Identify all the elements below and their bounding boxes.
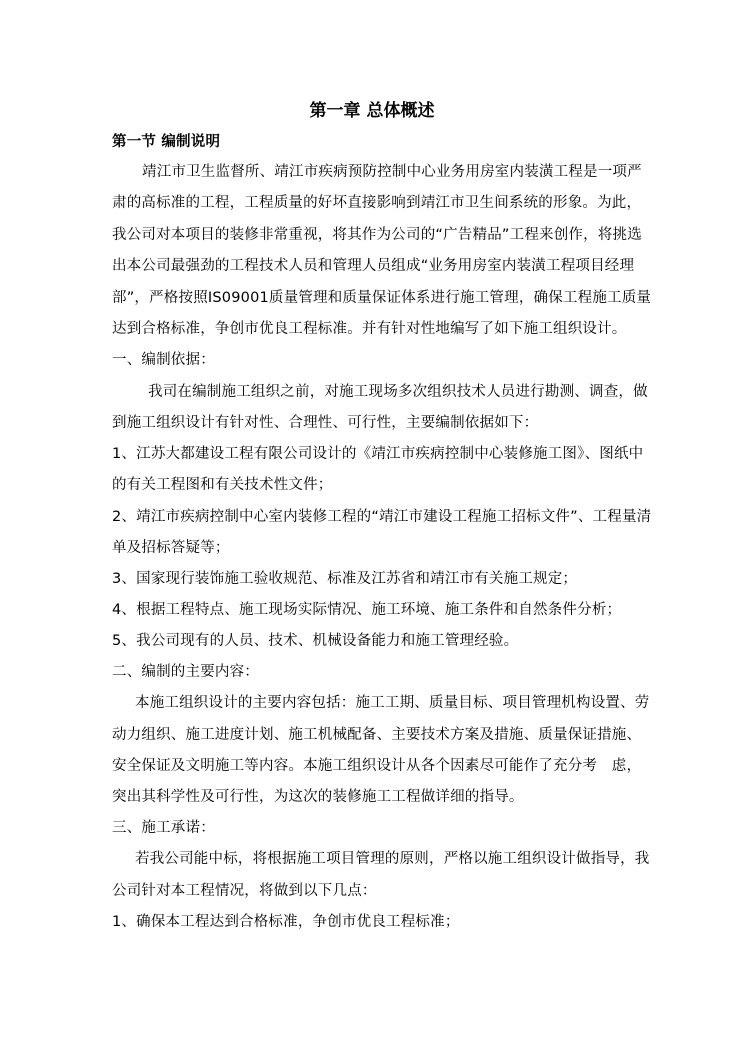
- heading-basis: 一、编制依据：: [112, 352, 215, 368]
- basis-item-line-1: 1、江苏大都建设工程有限公司设计的《靖江市疾病控制中心装修施工图》、图纸中: [112, 446, 644, 462]
- content-para-line-3: 安全保证及文明施工等内容。本施工组织设计从各个因素尽可能作了充分考 虑，: [112, 758, 642, 774]
- intro-line-1: 靖江市卫生监督所、靖江市疾病预防控制中心业务用房室内装潢工程是一项严: [142, 164, 642, 180]
- intro-line-4: 出本公司最强劲的工程技术人员和管理人员组成“业务用房室内装潢工程项目经理: [112, 258, 635, 274]
- heading-promise: 三、施工承诺：: [112, 820, 215, 836]
- intro-line-3: 我公司对本项目的装修非常重视，将其作为公司的“广告精品”工程来创作，将挑选: [112, 227, 642, 243]
- content-para-line-4: 突出其科学性及可行性，为这次的装修施工工程做详细的指导。: [112, 789, 524, 805]
- basis-item-line-6: 4、根据工程特点、施工现场实际情况、施工环境、施工条件和自然条件分析；: [112, 602, 622, 618]
- basis-item-line-3: 2、靖江市疾病控制中心室内装修工程的“靖江市建设工程施工招标文件”、工程量清: [112, 509, 652, 525]
- basis-item-line-2: 的有关工程图和有关技术性文件；: [112, 477, 333, 493]
- basis-para-line-2: 到施工组织设计有针对性、合理性、可行性，主要编制依据如下：: [112, 415, 539, 431]
- promise-para-line-2: 公司针对本工程情况，将做到以下几点：: [112, 883, 377, 899]
- basis-item-line-5: 3、国家现行装饰施工验收规范、标准及江苏省和靖江市有关施工规定；: [112, 571, 578, 587]
- content-para-line-2: 动力组织、施工进度计划、施工机械配备、主要技术方案及措施、质量保证措施、: [112, 727, 642, 743]
- content-para-line-1: 本施工组织设计的主要内容包括：施工工期、质量目标、项目管理机构设置、劳: [135, 695, 650, 711]
- promise-item-line-1: 1、确保本工程达到合格标准，争创市优良工程标准；: [112, 914, 460, 930]
- basis-item-line-4: 单及招标答疑等；: [112, 540, 230, 556]
- heading-content: 二、编制的主要内容：: [112, 664, 259, 680]
- intro-line-2: 肃的高标准的工程，工程质量的好坏直接影响到靖江市卫生间系统的形象。为此，: [112, 195, 642, 211]
- basis-para-line-1: 我司在编制施工组织之前，对施工现场多次组织技术人员进行勘测、调查，做: [148, 384, 648, 400]
- chapter-title: 第一章 总体概述: [309, 101, 435, 121]
- promise-para-line-1: 若我公司能中标，将根据施工项目管理的原则，严格以施工组织设计做指导，我: [135, 851, 650, 867]
- intro-line-6: 达到合格标准，争创市优良工程标准。并有针对性地编写了如下施工组织设计。: [112, 321, 627, 337]
- section-title: 第一节 编制说明: [112, 134, 221, 150]
- basis-item-line-7: 5、我公司现有的人员、技术、机械设备能力和施工管理经验。: [112, 633, 519, 649]
- intro-line-5: 部”，严格按照IS09001质量管理和质量保证体系进行施工管理，确保工程施工质量: [112, 290, 652, 306]
